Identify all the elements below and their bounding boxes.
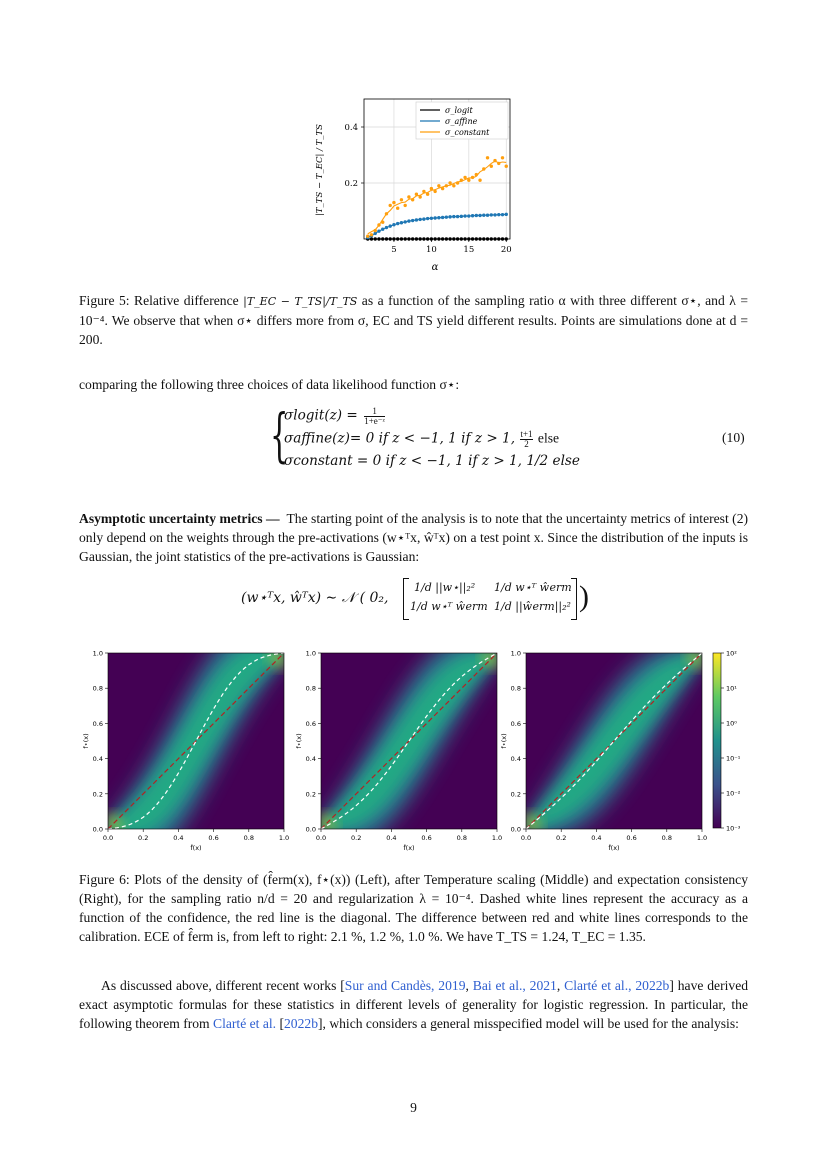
figure5-point [478,214,481,217]
figure5-point [460,237,463,240]
figure5-point [441,187,444,190]
figure5-legend [416,102,508,139]
figure6-xlabel: f̂(x) [608,844,620,852]
figure5-point [407,219,410,222]
figure5-point [467,179,470,182]
figure6-caption: Figure 6: Plots of the density of (f̂erm(x), f⋆(x)) (Left), after Temperature scaling (Middle) and expectation consistency (Right), for the sampling ratio n/d = 20 and regularization λ = 10⁻⁴. Dashed white lines represent the accuracy as a function of the confidence, the red line is the diagonal. The difference between red and white lines corresponds to the calibration. ECE of f̂erm is, from left to right: 2.1 %, 1.2 %, 1.0 %. We have T_TS = 1.24, T_EC = 1.35. [79,872,748,944]
figure6-panel-left [82,644,289,852]
figure5-point [415,218,418,221]
figure5-point [441,237,444,240]
figure5-point [463,237,466,240]
figure6-panel-right [500,646,707,852]
figure5-point [385,212,388,215]
figure5-point [452,184,455,187]
figure5-ytick-label: 0.2 [344,179,358,189]
colorbar-tick-label: 10⁻¹ [726,754,741,763]
figure5-point [430,217,433,220]
figure6 [80,644,748,852]
figure6-ytick-label: 0.2 [510,790,521,799]
figure5-point [411,237,414,240]
figure5-point [460,215,463,218]
figure6-ytick-label: 1.0 [92,649,103,658]
figure5-caption: Figure 5: Relative difference |T_EC − T_TS|/T_TS as a function of the sampling ratio α with three different σ⋆, and λ = 10⁻⁴. We observe that when σ⋆ differs more from σ, EC and TS yield different results. Points are simulations done at d = 200. [79,293,748,347]
figure5-xtick-label: 15 [463,245,475,255]
equation-number: (10) [722,430,745,445]
figure5-point [374,237,377,240]
figure5-point [381,228,384,231]
figure5-point [407,195,410,198]
citation-clarte-author[interactable]: Clarté et al. [213,1016,277,1031]
covariance-matrix: 1/d ||w⋆||₂² 1/d w⋆ᵀ ŵerm 1/d w⋆ᵀ ŵerm 1/d ||ŵerm||₂² [403,578,577,620]
figure6-ytick-label: 0.6 [92,719,103,728]
citation-clarte-2022b[interactable]: Clarté et al., 2022b [564,978,670,993]
figure6-xtick-label: 0.4 [173,834,184,842]
figure5-point [403,204,406,207]
figure6-colorbar [713,650,741,833]
figure5-ytick-label: 0.4 [344,123,358,133]
figure5-point [482,167,485,170]
figure6-xtick-label: 0.8 [243,834,254,842]
figure5-point [400,237,403,240]
figure5-point [381,237,384,240]
figure5-point [433,237,436,240]
figure5-point [422,190,425,193]
legend-constant: σ_constant [445,128,490,137]
figure5-point [490,213,493,216]
figure5-point [396,222,399,225]
figure6-ytick-label: 1.0 [510,649,521,658]
figure6-xtick-label: 0.0 [102,834,114,842]
figure6-xtick-label: 1.0 [491,834,503,842]
figure5-point [501,156,504,159]
figure5-point [448,215,451,218]
figure5-point [411,219,414,222]
figure5-point [426,193,429,196]
figure5-chart [300,92,530,277]
figure5-point [426,217,429,220]
paragraph-discussion: As discussed above, different recent works [Sur and Candès, 2019, Bai et al., 2021, Clarté et al., 2022b] have derived exact asymptotic formulas for these statistics in different levels of generality for logistic regression. In particular, the following theorem from Clarté et al. [2022b], which considers a general misspecified model will be used for the analysis: [79,978,749,1031]
figure5-point [389,224,392,227]
figure5-point [374,229,377,232]
figure5-point [467,214,470,217]
figure5-point [415,237,418,240]
figure5-point [497,213,500,216]
eq-affine: σaffine(z)= 0 if z < −1, 1 if z > 1, $\frac{t+1}{2}$ else [284,429,560,449]
figure5-point [392,223,395,226]
figure5-point [501,213,504,216]
citation-bai[interactable]: Bai et al., 2021 [472,978,557,993]
figure6-ytick-label: 0.8 [305,684,316,693]
figure5-point [433,190,436,193]
figure6-ytick-label: 0.4 [92,755,103,764]
figure5-point [475,173,478,176]
figure5-point [433,216,436,219]
figure5-point [493,159,496,162]
figure5-point [475,214,478,217]
figure5-point [370,233,373,236]
figure5-point [475,237,478,240]
figure6-xtick-label: 0.0 [520,834,532,842]
citation-clarte-year[interactable]: 2022b [284,1016,318,1031]
figure6-xtick-label: 0.2 [351,834,362,842]
figure5-point [437,216,440,219]
colorbar-tick-label: 10⁰ [726,719,737,728]
figure5-point [456,181,459,184]
figure5-line [368,161,507,234]
figure6-ytick-label: 1.0 [305,649,316,658]
figure6-ytick-label: 0.2 [305,790,316,799]
figure6-ytick-label: 0.6 [510,719,521,728]
figure5-point [445,237,448,240]
figure5-point [418,195,421,198]
figure6-ylabel: f⋆(x) [500,733,508,749]
figure6-xtick-label: 1.0 [278,834,290,842]
figure6-ytick-label: 0.0 [510,825,521,834]
figure6-xlabel: f̂(x) [190,844,202,852]
figure5-point [415,193,418,196]
figure5-xtick-label: 10 [425,245,437,255]
paragraph-asymptotic: Asymptotic uncertainty metrics — The starting point of the analysis is to note that the uncertainty metrics of interest (2) only depend on the weights through the pre-activations (w⋆ᵀx, ŵᵀx) on a test point x. Since the distribution of the inputs is Gaussian, the joint statistics of the pre-activations is Gaussian: [79,511,749,564]
figure5-xtick-label: 5 [391,245,397,255]
figure5-point [486,214,489,217]
figure5-point [422,217,425,220]
equation-gaussian: (w⋆ᵀx, ŵᵀx) ∼ 𝒩 ( 0₂, 1/d ||w⋆||₂² 1/d w⋆ᵀ ŵerm 1/d w⋆ᵀ ŵerm 1/d ||ŵerm||₂² ) [241,578,601,622]
legend-logit: σ_logit [445,106,473,115]
figure5-point [441,216,444,219]
figure5-point [377,229,380,232]
colorbar-tick-label: 10⁻³ [726,824,741,833]
figure5-point [490,165,493,168]
figure5-point [493,237,496,240]
figure5-point [426,237,429,240]
figure6-xtick-label: 0.6 [208,834,219,842]
figure6-ytick-label: 0.2 [92,790,103,799]
figure5-point [392,201,395,204]
figure5-point [497,162,500,165]
figure6-ytick-label: 0.6 [305,719,316,728]
figure5-point [385,226,388,229]
figure5-point [418,218,421,221]
figure5-point [400,198,403,201]
figure5-point [490,237,493,240]
eq-constant: σconstant = 0 if z < −1, 1 if z > 1, 1/2 else [284,453,580,469]
colorbar-tick-label: 10⁻² [726,789,741,798]
colorbar-tick-label: 10² [726,649,737,658]
colorbar-tick-label: 10¹ [726,684,737,693]
figure5-point [471,176,474,179]
section-heading: Asymptotic uncertainty metrics — [79,511,280,526]
figure5-point [452,215,455,218]
equation-10 [270,401,750,471]
figure5-point [366,235,369,238]
figure6-ytick-label: 0.8 [92,684,103,693]
figure5-point [478,179,481,182]
figure5-point [411,198,414,201]
figure5-point [463,176,466,179]
figure6-xtick-label: 0.4 [591,834,602,842]
figure5-point [463,214,466,217]
figure6-xtick-label: 1.0 [696,834,708,842]
figure5-point [445,215,448,218]
figure5-point [448,181,451,184]
figure5-series-2 [366,156,508,238]
figure5-point [460,179,463,182]
figure5-point [478,237,481,240]
figure5-point [486,156,489,159]
figure6-ylabel: f⋆(x) [295,733,303,749]
figure6-ylabel: f⋆(x) [82,733,90,749]
figure5-point [403,220,406,223]
figure6-xtick-label: 0.6 [421,834,432,842]
figure5-point [471,214,474,217]
figure6-caption-label: Figure 6: [79,872,130,887]
figure5-point [456,215,459,218]
intro-text: comparing the following three choices of data likelihood function σ⋆: [79,377,460,392]
figure5-point [418,237,421,240]
figure5-xtick-label: 20 [500,245,512,255]
figure6-xtick-label: 0.0 [315,834,327,842]
figure5-point [389,204,392,207]
figure5-point [396,237,399,240]
figure6-ytick-label: 0.0 [92,825,103,834]
figure5-point [493,213,496,216]
eq-logit: σlogit(z) = $\frac{1}{\text{1+e⁻ᶻ}}$ [284,406,386,426]
figure6-panel-middle [295,644,502,852]
figure5-point [448,237,451,240]
figure5-point [396,207,399,210]
figure5-point [430,187,433,190]
figure5-point [505,213,508,216]
figure6-xtick-label: 0.8 [456,834,467,842]
figure5-point [377,237,380,240]
citation-sur-candes[interactable]: Sur and Candès, 2019 [344,978,466,993]
figure5-point [497,237,500,240]
figure5-ylabel: |T_TS − T_EC| / T_TS [315,124,325,216]
legend-affine: σ_affine [445,117,478,126]
figure5-point [452,237,455,240]
figure6-ytick-label: 0.4 [305,755,316,764]
figure5-point [370,237,373,240]
figure6-ytick-label: 0.8 [510,684,521,693]
figure5-caption-label: Figure 5: [79,293,130,308]
figure5-point [437,237,440,240]
figure5-point [403,237,406,240]
figure5-point [482,214,485,217]
figure6-xtick-label: 0.2 [138,834,149,842]
page-number: 9 [410,1100,417,1115]
figure5-series-1 [366,213,508,240]
equation-brace: { [270,401,289,469]
figure5-point [407,237,410,240]
figure6-xtick-label: 0.6 [626,834,637,842]
figure5-xlabel: α [431,262,439,273]
figure6-ytick-label: 0.4 [510,755,521,764]
figure5-point [505,165,508,168]
figure6-xtick-label: 0.8 [661,834,672,842]
figure5-point [400,221,403,224]
figure6-xlabel: f̂(x) [403,844,415,852]
figure5-point [486,237,489,240]
figure6-ytick-label: 0.0 [305,825,316,834]
figure5-point [385,237,388,240]
figure5-point [422,237,425,240]
figure6-xtick-label: 0.2 [556,834,567,842]
figure5-point [389,237,392,240]
figure5-point [456,237,459,240]
figure6-xtick-label: 0.4 [386,834,397,842]
figure5-point [437,184,440,187]
figure5-point [482,237,485,240]
figure5-series-0 [366,237,508,240]
figure5-point [381,221,384,224]
figure5-point [471,237,474,240]
figure5-point [445,184,448,187]
figure5-point [501,237,504,240]
figure5-point [377,223,380,226]
